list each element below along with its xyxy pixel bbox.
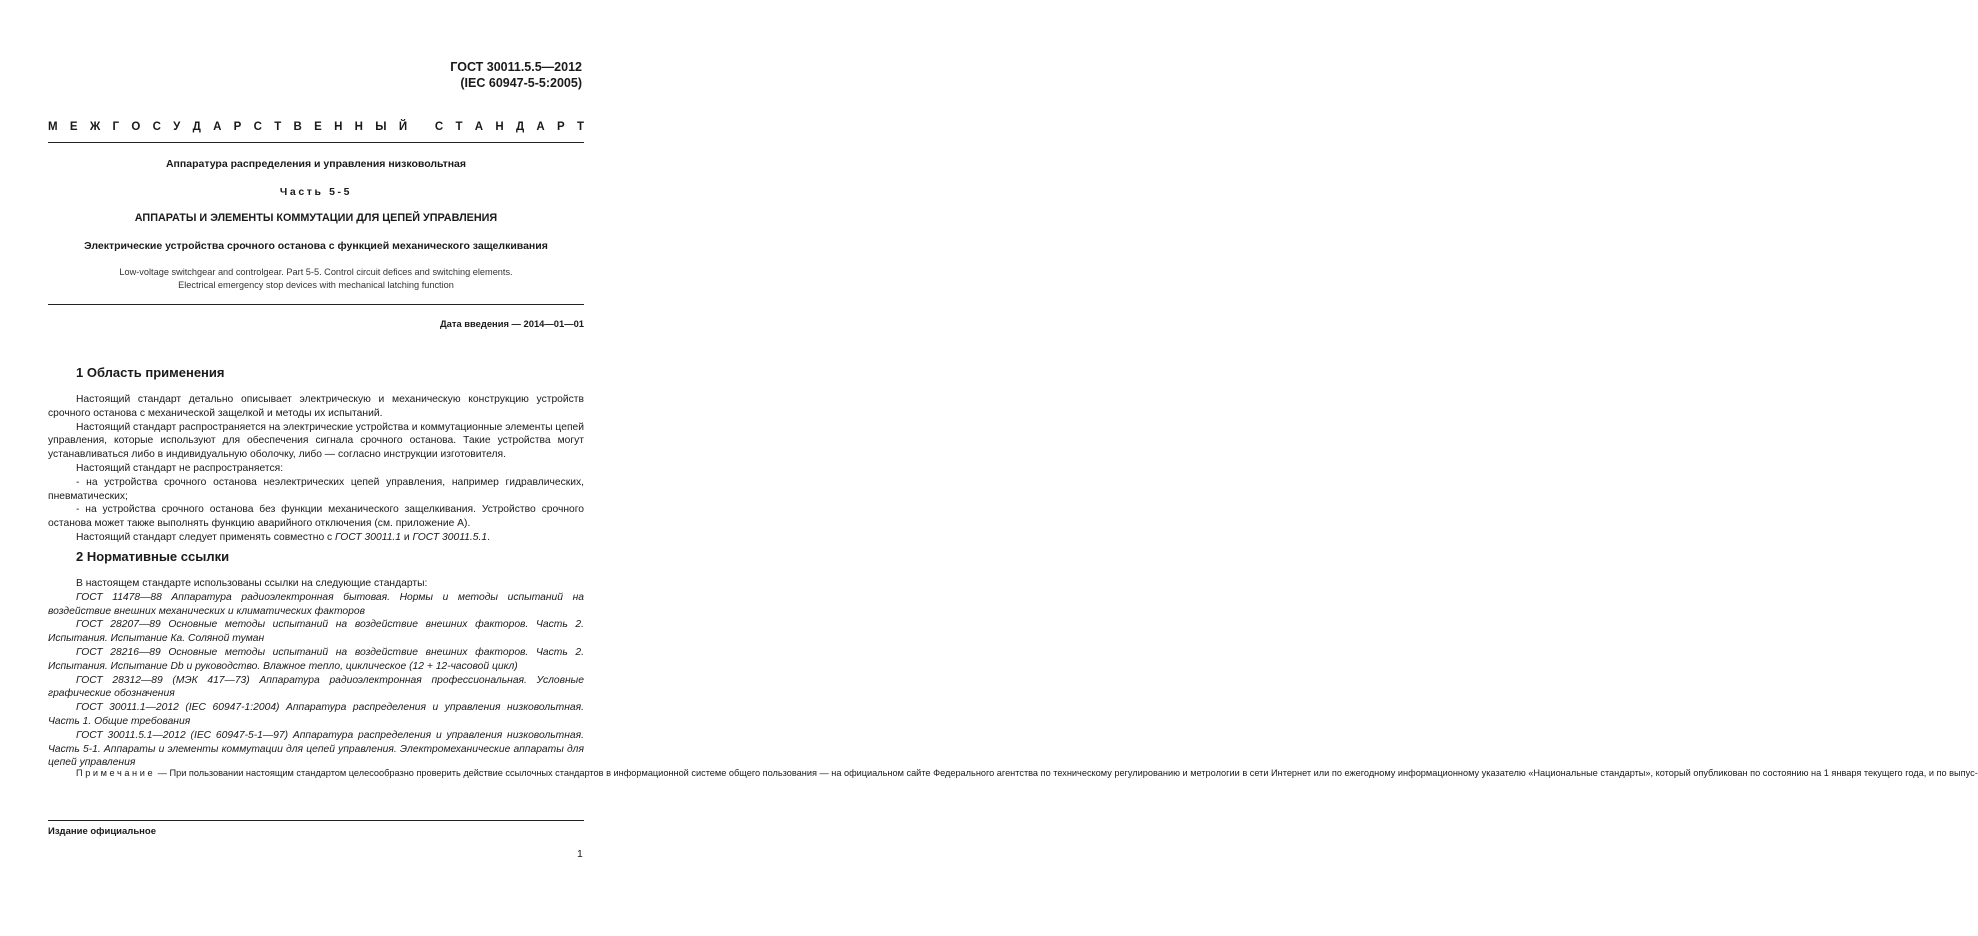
banner-letter: Д [192, 121, 201, 133]
date-rule [48, 304, 584, 305]
reference-item: ГОСТ 28216—89 Основные методы испытаний на воздействие внешних факторов. Часть 2. Испытания. Испытание Db и руководство. Влажное тепло, циклическое (12 + 12-часовой цикл) [48, 646, 584, 672]
reference-item: ГОСТ 30011.5.1—2012 (IEC 60947-5-1—97) Аппаратура распределения и управления низковольтная. Часть 5-1. Аппараты и элементы коммутации для цепей управления. Электромеханические аппараты для цепей управления [48, 729, 584, 769]
banner-letter: С [434, 121, 444, 133]
banner-letter: Р [233, 121, 242, 133]
banner-letter: Д [515, 121, 525, 133]
text: . [487, 531, 490, 543]
banner-letter: М [48, 121, 58, 133]
reference: ГОСТ 30011.1 [335, 531, 402, 543]
title-line1: Аппаратура распределения и управления низковольтная [165, 158, 467, 170]
standard-code: ГОСТ 30011.5.5—2012 [450, 60, 582, 74]
banner-letter: Ы [375, 121, 387, 133]
reference-item: ГОСТ 28312—89 (МЭК 417—73) Аппаратура радиоэлектронная профессиональная. Условные графические обозначения [48, 674, 584, 700]
banner-letter: Е [314, 121, 322, 133]
iec-code: (IEC 60947-5-5:2005) [460, 76, 582, 90]
section1-heading: 1 Область применения [76, 365, 225, 380]
text: и [401, 531, 413, 543]
footer-rule [48, 820, 584, 821]
reference-item: ГОСТ 30011.1—2012 (IEC 60947-1:2004) Аппаратура распределения и управления низковольтная. Часть 1. Общие требования [48, 702, 584, 727]
banner-letter: А [536, 121, 545, 133]
section1-list-item: - на устройства срочного останова неэлектрических цепей управления, например гидравлических, пневматических; [48, 476, 584, 502]
banner-letter: Т [455, 121, 463, 133]
section1-paragraph: Настоящий стандарт распространяется на электрические устройства и коммутационные элементы цепей управления, которые используют для обеспечения сигнала срочного останова. Такие устройства могут устанавливаться либо в индивидуальную оболочку, либо — согласно инструкции изготовителя. [48, 421, 584, 461]
banner-letter: Т [576, 121, 584, 133]
interstate-standard-banner [48, 121, 584, 133]
reference-item: ГОСТ 28207—89 Основные методы испытаний на воздействие внешних факторов. Часть 2. Испытания. Испытание Ка. Соляной туман [48, 619, 584, 645]
title-main: АППАРАТЫ И ЭЛЕМЕНТЫ КОММУТАЦИИ ДЛЯ ЦЕПЕЙ УПРАВЛЕНИЯ [134, 212, 498, 224]
banner-letter [419, 121, 422, 133]
header-rule [48, 142, 584, 143]
banner-letter: С [253, 121, 262, 133]
banner-letter: В [293, 121, 302, 133]
banner-letter: Е [69, 121, 78, 133]
banner-letter: О [131, 121, 141, 133]
section1-list-item: - на устройства срочного останова без функции механического защелкивания. Устройство срочного останова может также выполнять функцию аварийного отключения (см. приложение А). [48, 504, 584, 530]
introduction-date: Дата введения — 2014—01—01 [439, 318, 584, 329]
title-sub: Электрические устройства срочного останова с функцией механического защелкивания [84, 240, 548, 252]
note-text: — При пользовании настоящим стандартом целесообразно проверить действие ссылочных стандартов в информационной системе общего пользования — на официальном сайте Федерального агентства по техническому регулированию и метрологии в сети Интернет или по ежегодному информационному указателю «Национальные стандарты», который опубликован по состоянию на 1 января текущего года, и по выпус- [155, 768, 1978, 778]
reference: ГОСТ 30011.5.1 [412, 531, 488, 543]
banner-letter: С [152, 121, 161, 133]
reference-item: ГОСТ 11478—88 Аппаратура радиоэлектронная бытовая. Нормы и методы испытаний на воздействие внешних механических и климатических факторов [48, 591, 584, 617]
banner-letter: У [173, 121, 181, 133]
title-english-2: Electrical emergency stop devices with mechanical latching function [178, 280, 454, 290]
title-english-1: Low-voltage switchgear and controlgear. Part 5-5. Control circuit defices and switching elements. [119, 267, 513, 277]
section1-paragraph: Настоящий стандарт не распространяется: [76, 462, 284, 474]
banner-letter: Г [112, 121, 120, 133]
banner-letter: Р [557, 121, 565, 133]
official-edition-label: Издание официальное [48, 826, 156, 837]
section1-paragraph-refs [48, 531, 584, 545]
title-part: Часть 5-5 [279, 186, 353, 198]
section1-body [48, 393, 584, 545]
banner-letter: Н [334, 121, 343, 133]
note [48, 767, 1978, 780]
note-label: Примечание [76, 768, 156, 778]
banner-letter: А [474, 121, 484, 133]
section2-intro: В настоящем стандарте использованы ссылки на следующие стандарты: [76, 578, 428, 589]
banner-letter: А [213, 121, 222, 133]
banner-letter: Н [354, 121, 363, 133]
page-number: 1 [577, 848, 583, 860]
banner-letter: Т [274, 121, 282, 133]
section2-heading: 2 Нормативные ссылки [76, 549, 230, 564]
banner-letter: Й [398, 121, 408, 133]
section1-paragraph: Настоящий стандарт детально описывает электрическую и механическую конструкцию устройств срочного останова с механической защелкой и методы их испытаний. [48, 394, 584, 419]
banner-letter: Ж [89, 121, 101, 133]
text: Настоящий стандарт следует применять совместно с [76, 531, 336, 543]
section2-body [48, 577, 584, 770]
banner-letter: Н [495, 121, 504, 133]
